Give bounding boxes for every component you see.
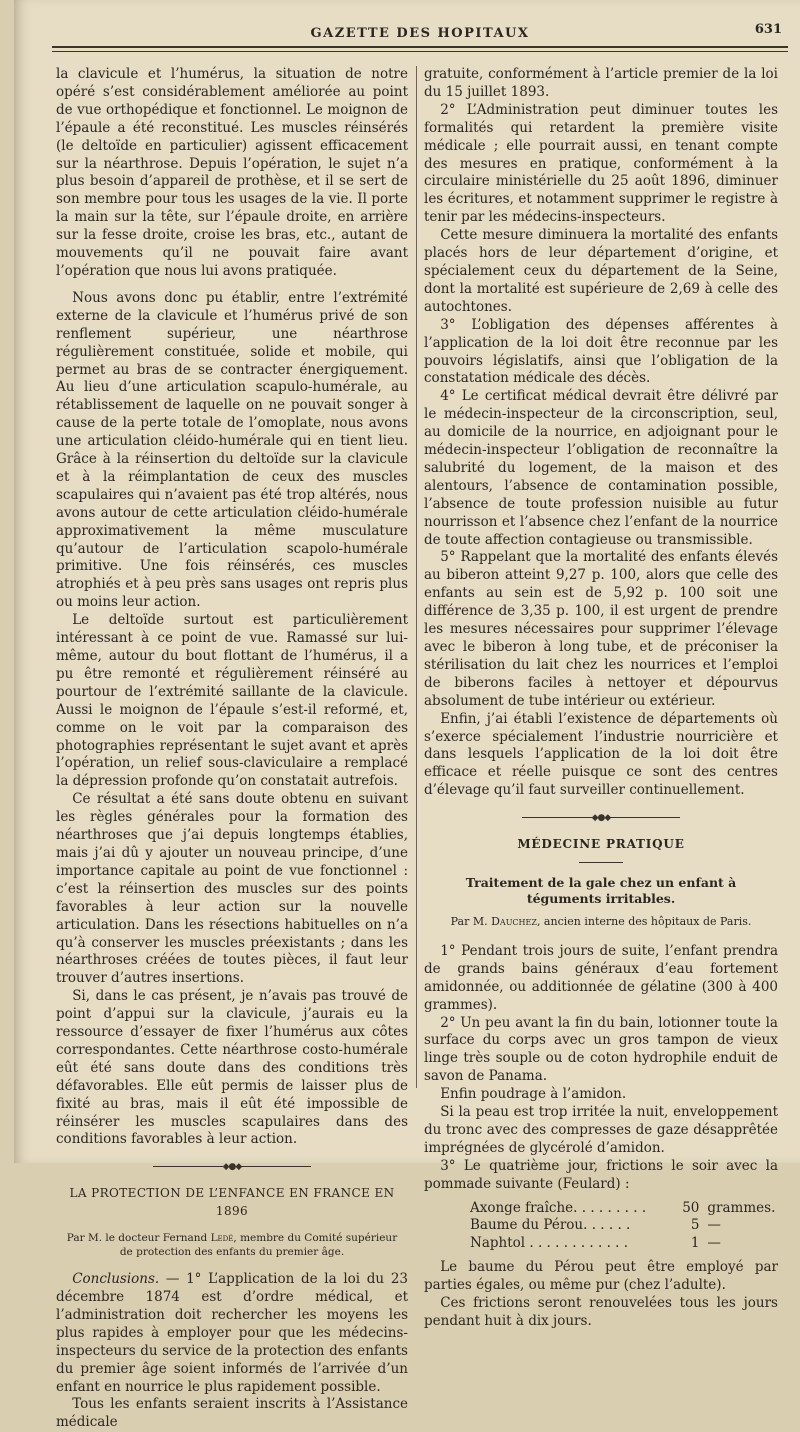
prescription-line bbox=[424, 1217, 778, 1235]
prescription-line bbox=[424, 1200, 778, 1218]
paragraph: Ce résultat a été sans doute obtenu en suivant les règles générales pour la formation des néarthroses que j’ai depuis longtemps établies, mais j’ai dû y ajouter un nouveau principe, d’une importance capitale au point de vue fonctionnel : c’est la réinsertion des muscles sur des points favorables à leur action sur la nouvelle articulation. Dans les résections habituelles on n’a qu’à conserver les muscles préexistants ; dans les néarthroses créées de toutes pièces, il faut leur trouver d’autres insertions. bbox=[56, 791, 408, 987]
paragraph: Enfin, j’ai établi l’existence de départements où s’exerce spécialement l’industrie nourricière et dans lesquels l’application de la loi doit être efficace et réelle puisque ce sont des centres d’élevage qu’il faut surveiller continuellement. bbox=[424, 710, 778, 799]
author-name: Ledé bbox=[210, 1232, 234, 1245]
paragraph: 1° Pendant trois jours de suite, l’enfant prendra de grands bains généraux d’eau fortement amidonnée, ou additionnée de gélatine (300 à 400 grammes). bbox=[424, 942, 778, 1013]
ingredient-name: Baume du Pérou. . . . . . bbox=[470, 1217, 631, 1234]
section-divider-ornament: ◆●◆ bbox=[424, 810, 778, 828]
page-number: 631 bbox=[754, 22, 782, 37]
ingredient-unit: grammes. bbox=[707, 1199, 776, 1216]
paragraph: Le baume du Pérou peut être employé par parties égales, ou même pur (chez l’adulte). bbox=[424, 1259, 778, 1294]
ingredient-name: Axonge fraîche. . . . . . . . . bbox=[470, 1199, 647, 1216]
paragraph: Tous les enfants seraient inscrits à l’Assistance médicale bbox=[56, 1396, 408, 1431]
rubric-heading: MÉDECINE PRATIQUE bbox=[517, 837, 685, 852]
paragraph: la clavicule et l’humérus, la situation de notre opéré s’est considérablement améliorée au point de vue orthopédique et fonctionnel. Le moignon de l’épaule a été reconstitué. Les muscles réinsérés (le deltoïde en particulier) agissent efficacement sur la néarthrose. Depuis l’opération, le sujet n’a plus besoin d’appareil de prothèse, et il se sert de son membre pour tous les usages de la vie. Il porte la main sur la tête, sur l’épaule droite, en arrière sur la fesse droite, croise les bras, etc., autant de mouvements qu’il ne pouvait faire avant l’opération que nous lui avons pratiquée. bbox=[56, 66, 408, 279]
article-title: Traitement de la gale chez un enfant à téguments irritables. bbox=[465, 874, 737, 906]
author-name: Dauchez bbox=[491, 914, 537, 928]
page bbox=[14, 0, 800, 1431]
paragraph: Conclusions. — 1° L’application de la loi du 23 décembre 1874 est d’ordre médical, et l’administration doit rechercher les moyens les plus rapides à employer pour que les médecins-inspecteurs du service de la protection des enfants du premier âge soient informés de l’arrivée d’un enfant en nourrice le plus rapidement possible. bbox=[56, 1271, 408, 1395]
ingredient-name: Naphtol . . . . . . . . . . . . bbox=[470, 1235, 629, 1252]
paragraph: 5° Rappelant que la mortalité des enfants élevés au biberon atteint 9,27 p. 100, alors que celle des enfants au sein est de 5,92 p. 100 soit une différence de 3,35 p. 100, il est urgent de prendre les mesures nécessaires pour supprimer l’élevage avec le biberon à long tube, et de préconiser la stérilisation du lait chez les nourrices et l’emploi de biberons faciles à nettoyer et dépourvus absolument de tube intérieur ou extérieur. bbox=[424, 549, 778, 709]
paragraph: Le deltoïde surtout est particulièrement intéressant à ce point de vue. Ramassé sur lui-même, autour du bout flottant de l’humérus, il a pu être remonté et régulièrement réinséré au pourtour de l’extrémité saillante de la clavicule. Aussi le moignon de l’épaule s’est-il reformé, et, comme on le voit par la comparaison des photographies représentant le sujet avant et après l’opération, un relief sous-claviculaire a remplacé la dépression profonde qu’on constatait autrefois. bbox=[56, 612, 408, 790]
header-rule bbox=[52, 46, 788, 48]
conclusions-label: Conclusions. bbox=[72, 1271, 160, 1288]
ingredient-quantity: 1 bbox=[690, 1235, 700, 1252]
paragraph: Nous avons donc pu établir, entre l’extrémité externe de la clavicule et l’humérus privé de son renflement supérieur, une néarthrose régulièrement constituée, solide et mobile, qui permet au bras de se contracter énergiquement. Au lieu d’une articulation scapulo-humérale, au rétablissement de laquelle on ne pouvait songer à cause de la perte totale de l’omoplate, nous avons une articulation cléido-humérale qui en tient lieu. Grâce à la réinsertion du deltoïde sur la clavicule et à la réimplantation de ceux des muscles scapulaires qui n’avaient pas été trop altérés, nous avons autour de cette articulation cléido-humérale approximativement la même musculature qu’autour de l’articulation scapolo-humérale primitive. Une fois réinsérés, ces muscles atrophiés et à peu près sans usages ont repris plus ou moins leur action. bbox=[56, 289, 408, 611]
right-column bbox=[424, 66, 778, 1331]
paragraph: gratuite, conformément à l’article premier de la loi du 15 juillet 1893. bbox=[424, 66, 778, 100]
short-rule bbox=[579, 862, 623, 863]
ingredient-unit: — bbox=[707, 1217, 721, 1234]
paragraph: Ces frictions seront renouvelées tous les jours pendant huit à dix jours. bbox=[424, 1295, 778, 1329]
page-header bbox=[52, 18, 788, 58]
prescription-line bbox=[424, 1235, 778, 1253]
column-divider bbox=[416, 66, 417, 1088]
paragraph: Si la peau est trop irritée la nuit, enveloppement du tronc avec des compresses de gaze désapprêtée imprégnées de glycérolé d’amidon. bbox=[424, 1104, 778, 1156]
article-byline: Par M. Dauchez, ancien interne des hôpitaux de Paris. bbox=[450, 914, 752, 928]
left-column bbox=[56, 66, 408, 1432]
paragraph: 2° Un peu avant la fin du bain, lotionner toute la surface du corps avec un gros tampon de vieux linge très souple ou de coton hydrophile enduit de savon de Panama. bbox=[424, 1014, 778, 1085]
section-divider-ornament: ◆●◆ bbox=[56, 1159, 408, 1177]
paragraph: Si, dans le cas présent, je n’avais pas trouvé de point d’appui sur la clavicule, j’aurais eu la ressource d’essayer de fixer l’humérus aux côtes correspondantes. Cette néarthrose costo-humérale eût été sans doute dans des conditions très défavorables. Elle eût permis de laisser plus de fixité au bras, mais il eût été impossible de réinsérer les muscles scapulaires dans des conditions favorables à leur action. bbox=[56, 988, 408, 1148]
paragraph: Cette mesure diminuera la mortalité des enfants placés hors de leur département d’origine, et spécialement ceux du département de la Seine, dont la mortalité est supérieure de 2,69 à celle des autochtones. bbox=[424, 227, 778, 315]
section-byline: Par M. le docteur Fernand Ledé, membre du Comité supérieur de protection des enfants du premier âge. bbox=[66, 1232, 398, 1259]
journal-title: GAZETTE DES HOPITAUX bbox=[310, 26, 530, 41]
ingredient-quantity: 5 bbox=[690, 1217, 700, 1234]
paragraph: Enfin poudrage à l’amidon. bbox=[440, 1086, 627, 1103]
header-rule-thin bbox=[52, 51, 788, 52]
ingredient-unit: — bbox=[707, 1235, 721, 1252]
section-title: LA PROTECTION DE L’ENFANCE EN FRANCE EN 1896 bbox=[69, 1186, 395, 1219]
ingredient-quantity: 50 bbox=[682, 1199, 700, 1216]
paragraph: 3° L’obligation des dépenses afférentes à l’application de la loi doit être reconnue par les pouvoirs législatifs, ainsi que l’obligation de la constatation médicale des décès. bbox=[424, 316, 778, 387]
paragraph: 4° Le certificat médical devrait être délivré par le médecin-inspecteur de la circonscription, seul, au domicile de la nourrice, en adjoignant pour le médecin-inspecteur l’obligation de reconnaître la salubrité du logement, de la maison et des alentours, l’absence de contamination possible, l’absence de toute profession nuisible au futur nourrisson et l’absence chez l’enfant de la nourrice de toute affection contagieuse ou transmissible. bbox=[424, 388, 778, 548]
paragraph: 3° Le quatrième jour, frictions le soir avec la pommade suivante (Feulard) : bbox=[424, 1157, 778, 1192]
paragraph: 2° L’Administration peut diminuer toutes les formalités qui retardent la première visite médicale ; elle pourrait aussi, en tenant compte des mesures en pratique, conformément à la circulaire ministérielle du 25 août 1896, diminuer les écritures, et notamment supprimer le registre à tenir par les médecins-inspecteurs. bbox=[424, 101, 778, 226]
